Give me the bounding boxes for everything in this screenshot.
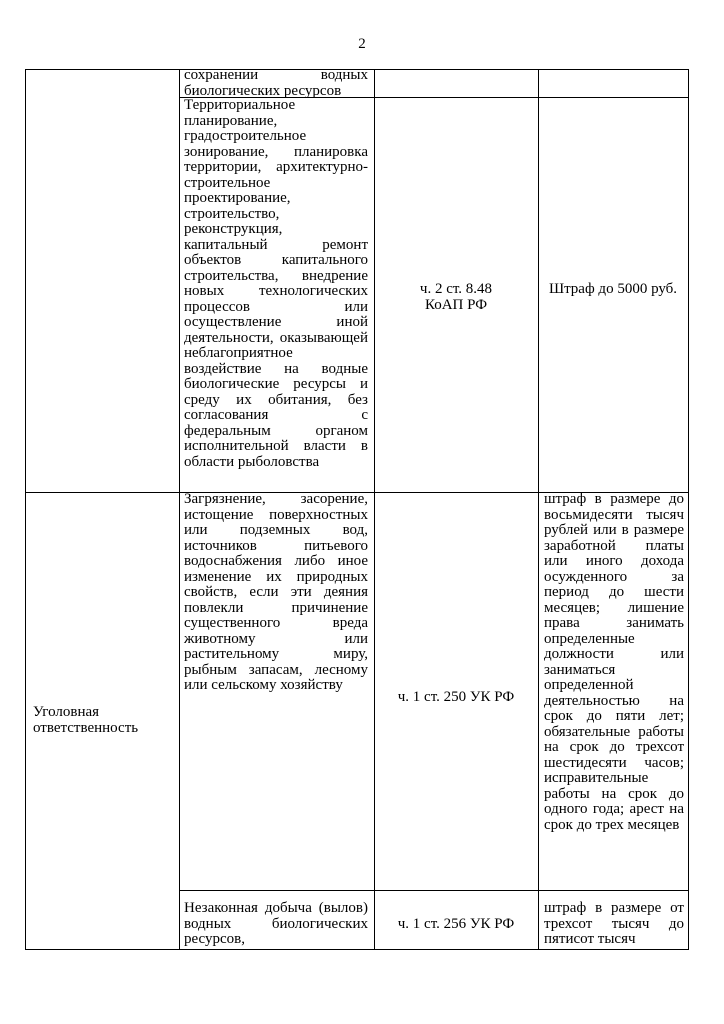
offense-cell: Незаконная добыча (вылов) водных биологических ресурсов, <box>184 901 368 947</box>
penalty-cell: штраф в размере от трехсот тысяч до пятисот тысяч <box>544 901 684 947</box>
table-bottom-border <box>25 949 688 950</box>
category-cell: Уголовная ответственность <box>33 704 139 736</box>
penalty-cell: Штраф до 5000 руб. <box>548 281 678 297</box>
row-divider <box>179 890 688 891</box>
penalty-cell: штраф в размере до восьмидесяти тысяч рублей или в размере заработной платы или иного дохода осужденного за период до шести месяцев; лишение права занимать определенные должности или заниматься определенной деятельностью на срок до пяти лет; обязательные работы на срок до трехсот шестидесяти часов; исправительные работы на срок до одного года; арест на срок до трех месяцев <box>544 491 684 833</box>
page-number: 2 <box>358 36 366 52</box>
column-divider <box>374 69 375 950</box>
offense-cell: сохранении водных биологических ресурсов <box>184 67 368 99</box>
table-right-border <box>688 69 689 950</box>
article-cell: ч. 2 ст. 8.48 КоАП РФ <box>419 281 493 313</box>
offense-cell: Территориальное планирование, градостроительное зонирование, планировка территории, архитектурно-строительное проектирование, строительство, реконструкция, капитальный ремонт объектов капитального строительства, внедрение новых технологических процессов или осуществление иной деятельности, оказывающей неблагоприятное воздействие на водные биологические ресурсы и среду их обитания, без согласования с федеральным органом исполнительной власти в области рыболовства <box>184 97 368 470</box>
column-divider <box>538 69 539 950</box>
table-left-border <box>25 69 26 950</box>
column-divider <box>179 69 180 950</box>
offense-cell: Загрязнение, засорение, истощение поверхностных или подземных вод, источников питьевого водоснабжения либо иное изменение их природных свойств, если эти деяния повлекли причинение существенного вреда животному или растительному миру, рыбным запасам, лесному или сельскому хозяйству <box>184 491 368 693</box>
article-cell: ч. 1 ст. 256 УК РФ <box>397 916 515 932</box>
article-cell: ч. 1 ст. 250 УК РФ <box>397 689 515 705</box>
